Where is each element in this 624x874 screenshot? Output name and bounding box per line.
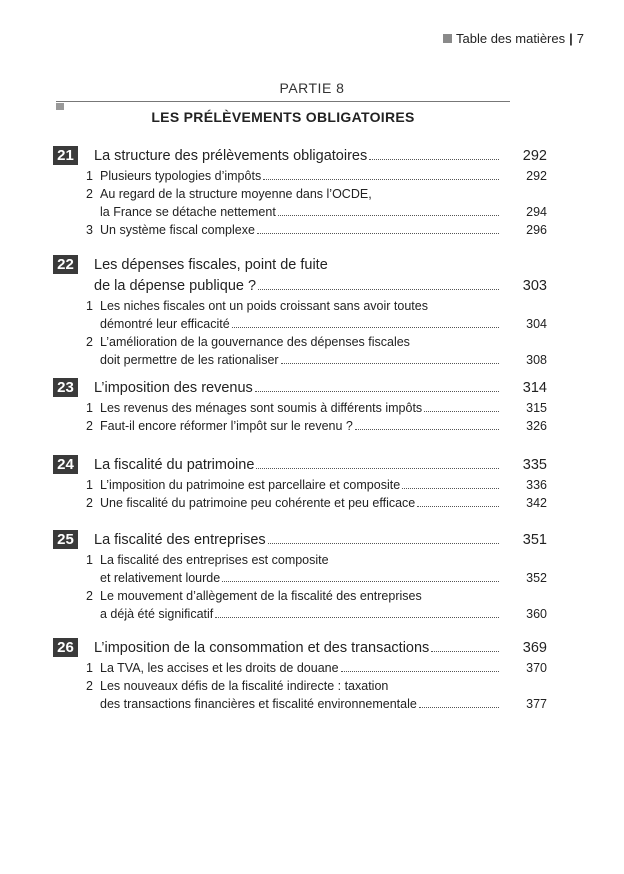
chapter-number-badge: 25 bbox=[53, 530, 78, 549]
section-page-number: 352 bbox=[526, 571, 547, 585]
section-entry-line bbox=[86, 587, 501, 605]
section-entry-line bbox=[86, 315, 547, 333]
section-number: 2 bbox=[86, 335, 93, 349]
section-number: 2 bbox=[86, 679, 93, 693]
section-page-number: 292 bbox=[526, 169, 547, 183]
section-title: a déjà été significatif bbox=[100, 607, 214, 621]
section-number: 1 bbox=[86, 478, 93, 492]
chapter-page-number: 303 bbox=[522, 278, 547, 294]
section-title: Les niches fiscales ont un poids croissant sans avoir toutes bbox=[100, 299, 428, 313]
section-title: la France se détache nettement bbox=[100, 205, 276, 219]
chapter-title: Les dépenses fiscales, point de fuite bbox=[94, 257, 328, 273]
section-title: Faut-il encore réformer l’impôt sur le revenu ? bbox=[100, 419, 353, 433]
section-entry-line bbox=[86, 221, 547, 239]
part-title: LES PRÉLÈVEMENTS OBLIGATOIRES bbox=[151, 109, 415, 125]
chapter-title: La fiscalité des entreprises bbox=[94, 532, 266, 548]
section-number: 2 bbox=[86, 589, 93, 603]
section-title: Plusieurs typologies d’impôts bbox=[100, 169, 262, 183]
section-number: 2 bbox=[86, 187, 93, 201]
section-entry-line bbox=[86, 185, 501, 203]
chapter-title-line bbox=[94, 455, 547, 476]
section-title: Un système fiscal complexe bbox=[100, 223, 255, 237]
chapter-number-badge: 24 bbox=[53, 455, 78, 474]
section-entry-line bbox=[86, 417, 547, 435]
chapter-number-badge: 26 bbox=[53, 638, 78, 657]
section-entry-line bbox=[86, 351, 547, 369]
dot-leader bbox=[417, 506, 499, 507]
chapter-entry[interactable] bbox=[53, 530, 553, 623]
section-entry-line bbox=[86, 167, 547, 185]
dot-leader bbox=[232, 327, 499, 328]
section-entry-line bbox=[86, 399, 547, 417]
section-page-number: 304 bbox=[526, 317, 547, 331]
dot-leader bbox=[355, 429, 499, 430]
section-number: 3 bbox=[86, 223, 93, 237]
section-number: 1 bbox=[86, 169, 93, 183]
chapter-title: La fiscalité du patrimoine bbox=[94, 457, 255, 473]
header-page-number: 7 bbox=[576, 31, 584, 46]
running-header bbox=[443, 31, 584, 46]
chapter-entry[interactable] bbox=[53, 455, 553, 512]
chapter-title-line bbox=[94, 530, 547, 551]
section-page-number: 336 bbox=[526, 478, 547, 492]
header-separator: | bbox=[569, 31, 573, 46]
header-square-icon bbox=[443, 34, 452, 43]
dot-leader bbox=[419, 707, 499, 708]
dot-leader bbox=[341, 671, 499, 672]
chapter-title-line bbox=[94, 255, 501, 276]
dot-leader bbox=[369, 159, 499, 160]
chapter-number-badge: 23 bbox=[53, 378, 78, 397]
section-page-number: 360 bbox=[526, 607, 547, 621]
section-title: L’imposition du patrimoine est parcellaire et composite bbox=[100, 478, 401, 492]
section-page-number: 377 bbox=[526, 697, 547, 711]
chapter-page-number: 314 bbox=[522, 380, 547, 396]
dot-leader bbox=[263, 179, 499, 180]
dot-leader bbox=[424, 411, 499, 412]
section-title: doit permettre de les rationaliser bbox=[100, 353, 279, 367]
section-number: 2 bbox=[86, 419, 93, 433]
section-entry-line bbox=[86, 476, 547, 494]
section-title: des transactions financières et fiscalité environnementale bbox=[100, 697, 417, 711]
section-entry-line bbox=[86, 297, 501, 315]
section-entry-line bbox=[86, 551, 501, 569]
section-entry-line bbox=[86, 695, 547, 713]
section-entry-line bbox=[86, 659, 547, 677]
section-title: L’amélioration de la gouvernance des dépenses fiscales bbox=[100, 335, 410, 349]
chapter-title-line bbox=[94, 378, 547, 399]
section-entry-line bbox=[86, 203, 547, 221]
dot-leader bbox=[215, 617, 499, 618]
section-title: Les nouveaux défis de la fiscalité indirecte : taxation bbox=[100, 679, 389, 693]
chapter-entry[interactable] bbox=[53, 146, 553, 239]
chapter-entry[interactable] bbox=[53, 638, 553, 713]
dot-leader bbox=[222, 581, 499, 582]
dot-leader bbox=[256, 468, 499, 469]
chapter-title-line bbox=[94, 638, 547, 659]
section-number: 2 bbox=[86, 496, 93, 510]
section-title: Le mouvement d’allègement de la fiscalité des entreprises bbox=[100, 589, 422, 603]
part-divider bbox=[56, 101, 510, 102]
dot-leader bbox=[257, 233, 499, 234]
section-entry-line bbox=[86, 569, 547, 587]
chapter-page-number: 292 bbox=[522, 148, 547, 164]
part-label: PARTIE 8 bbox=[279, 80, 345, 96]
section-page-number: 308 bbox=[526, 353, 547, 367]
chapter-title: L’imposition des revenus bbox=[94, 380, 253, 396]
dot-leader bbox=[402, 488, 499, 489]
dot-leader bbox=[258, 289, 499, 290]
chapter-entry[interactable] bbox=[53, 378, 553, 435]
section-page-number: 326 bbox=[526, 419, 547, 433]
section-page-number: 342 bbox=[526, 496, 547, 510]
chapter-title: La structure des prélèvements obligatoires bbox=[94, 148, 368, 164]
chapter-title-line bbox=[94, 276, 547, 297]
section-title: Les revenus des ménages sont soumis à différents impôts bbox=[100, 401, 423, 415]
chapter-number-badge: 22 bbox=[53, 255, 78, 274]
chapter-title: de la dépense publique ? bbox=[94, 278, 257, 294]
section-entry-line bbox=[86, 605, 547, 623]
dot-leader bbox=[268, 543, 499, 544]
chapter-entry[interactable] bbox=[53, 255, 553, 369]
section-entry-line bbox=[86, 333, 501, 351]
section-page-number: 370 bbox=[526, 661, 547, 675]
dot-leader bbox=[281, 363, 499, 364]
section-title: Au regard de la structure moyenne dans l’OCDE, bbox=[100, 187, 372, 201]
section-page-number: 294 bbox=[526, 205, 547, 219]
header-title: Table des matières bbox=[456, 31, 566, 46]
section-number: 1 bbox=[86, 401, 93, 415]
chapter-page-number: 369 bbox=[522, 640, 547, 656]
dot-leader bbox=[431, 651, 499, 652]
section-number: 1 bbox=[86, 299, 93, 313]
section-title: La TVA, les accises et les droits de douane bbox=[100, 661, 339, 675]
chapter-title: L’imposition de la consommation et des transactions bbox=[94, 640, 430, 656]
dot-leader bbox=[255, 391, 499, 392]
chapter-number-badge: 21 bbox=[53, 146, 78, 165]
dot-leader bbox=[278, 215, 499, 216]
section-page-number: 315 bbox=[526, 401, 547, 415]
section-title: Une fiscalité du patrimoine peu cohérente et peu efficace bbox=[100, 496, 416, 510]
section-entry-line bbox=[86, 494, 547, 512]
chapter-title-line bbox=[94, 146, 547, 167]
section-page-number: 296 bbox=[526, 223, 547, 237]
chapter-page-number: 351 bbox=[522, 532, 547, 548]
section-number: 1 bbox=[86, 553, 93, 567]
chapter-page-number: 335 bbox=[522, 457, 547, 473]
section-number: 1 bbox=[86, 661, 93, 675]
section-title: démontré leur efficacité bbox=[100, 317, 230, 331]
section-entry-line bbox=[86, 677, 501, 695]
section-title: et relativement lourde bbox=[100, 571, 221, 585]
section-title: La fiscalité des entreprises est composite bbox=[100, 553, 329, 567]
